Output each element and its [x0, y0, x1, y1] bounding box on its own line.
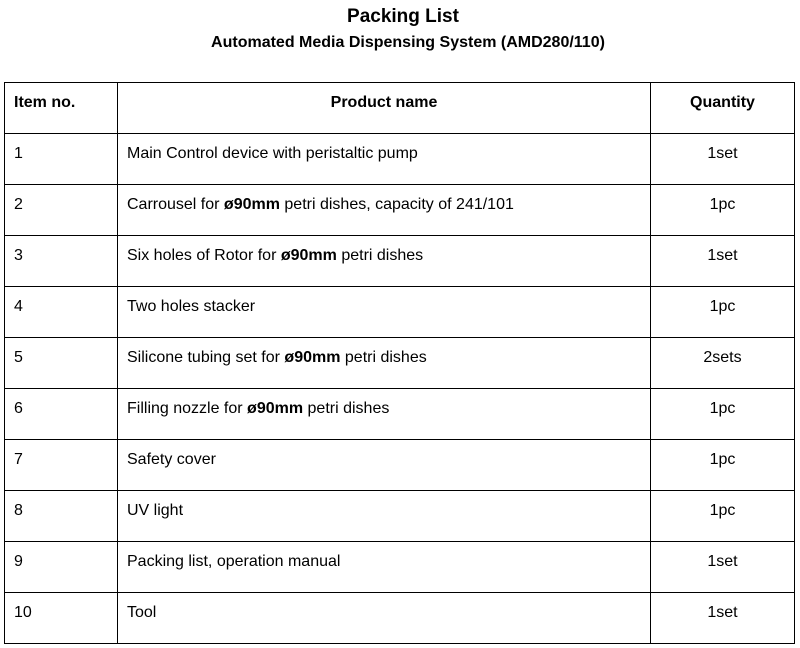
quantity: 2sets	[651, 338, 795, 389]
item-number: 7	[5, 440, 118, 491]
product-name	[118, 338, 651, 389]
table-row	[5, 134, 795, 185]
product-name	[118, 491, 651, 542]
quantity: 1pc	[651, 440, 795, 491]
header-product-name: Product name	[118, 83, 651, 134]
product-name-text: Carrousel for	[127, 196, 224, 213]
product-name-text: petri dishes, capacity of 241/101	[279, 196, 514, 213]
quantity: 1pc	[651, 389, 795, 440]
quantity: 1pc	[651, 185, 795, 236]
product-name	[118, 287, 651, 338]
product-name-text: Tool	[127, 604, 157, 621]
quantity: 1set	[651, 542, 795, 593]
product-name	[118, 440, 651, 491]
item-number: 3	[5, 236, 118, 287]
header-quantity: Quantity	[651, 83, 795, 134]
quantity: 1pc	[651, 287, 795, 338]
quantity: 1set	[651, 236, 795, 287]
product-name-text: Filling nozzle for	[127, 400, 248, 417]
page-subtitle: Automated Media Dispensing System (AMD280/110)	[211, 34, 605, 51]
product-name-text: UV light	[127, 502, 184, 519]
item-number: 4	[5, 287, 118, 338]
product-name	[118, 542, 651, 593]
product-name	[118, 185, 651, 236]
dish-size-emphasis: ø90mm	[284, 349, 341, 366]
item-number: 6	[5, 389, 118, 440]
product-name-text: petri dishes	[303, 400, 390, 417]
table-row	[5, 185, 795, 236]
table-row	[5, 287, 795, 338]
quantity: 1set	[651, 593, 795, 644]
header-item-no: Item no.	[5, 83, 118, 134]
dish-size-emphasis: ø90mm	[223, 196, 280, 213]
page-title: Packing List	[347, 6, 459, 27]
product-name-text: Six holes of Rotor for	[127, 247, 281, 264]
table-row	[5, 389, 795, 440]
product-name-text: Two holes stacker	[127, 298, 256, 315]
product-name-text: petri dishes	[336, 247, 424, 264]
table-row	[5, 593, 795, 644]
table-row	[5, 236, 795, 287]
table-header-row	[5, 83, 795, 134]
item-number: 8	[5, 491, 118, 542]
dish-size-emphasis: ø90mm	[280, 247, 337, 264]
product-name-text: petri dishes	[340, 349, 427, 366]
table-row	[5, 440, 795, 491]
item-number: 2	[5, 185, 118, 236]
packing-list-table	[4, 82, 795, 644]
item-number: 1	[5, 134, 118, 185]
table-row	[5, 491, 795, 542]
product-name-text: Packing list, operation manual	[127, 553, 341, 570]
table-row	[5, 542, 795, 593]
item-number: 10	[5, 593, 118, 644]
dish-size-emphasis: ø90mm	[247, 400, 304, 417]
quantity: 1set	[651, 134, 795, 185]
product-name-text: Main Control device with peristaltic pump	[127, 145, 418, 162]
product-name-text: Safety cover	[127, 451, 216, 468]
quantity: 1pc	[651, 491, 795, 542]
item-number: 5	[5, 338, 118, 389]
product-name	[118, 236, 651, 287]
product-name	[118, 134, 651, 185]
product-name	[118, 593, 651, 644]
item-number: 9	[5, 542, 118, 593]
product-name	[118, 389, 651, 440]
table-row	[5, 338, 795, 389]
product-name-text: Silicone tubing set for	[127, 349, 285, 366]
